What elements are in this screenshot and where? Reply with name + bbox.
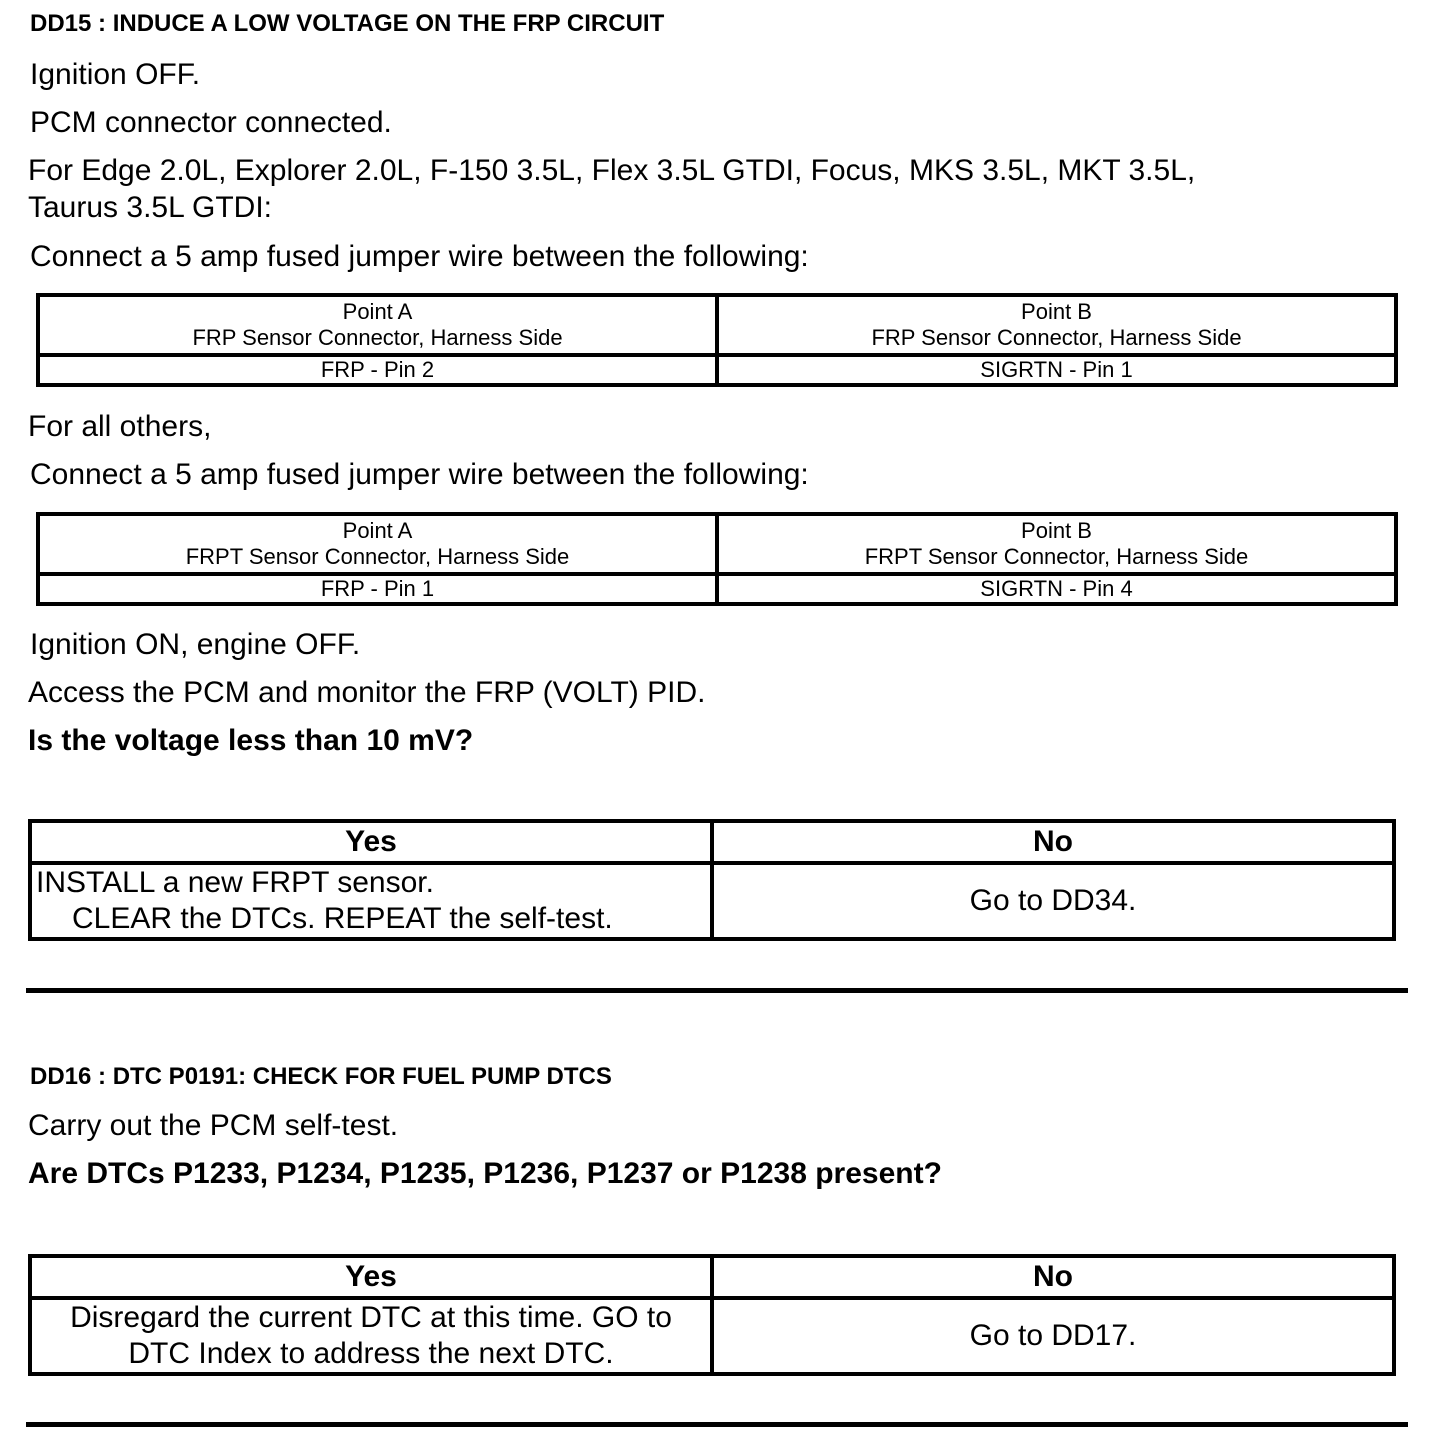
no-header: No bbox=[712, 1256, 1394, 1298]
section-divider bbox=[26, 988, 1408, 993]
dd15-for-all-others: For all others, bbox=[28, 410, 212, 443]
section-divider bbox=[26, 1422, 1408, 1427]
point-a-subtitle: FRPT Sensor Connector, Harness Side bbox=[185, 544, 570, 569]
dd15-result-table bbox=[28, 819, 1396, 941]
dd15-jumper-table-2 bbox=[36, 512, 1398, 606]
point-a-title: Point A bbox=[342, 518, 413, 543]
dd16-step-self-test: Carry out the PCM self-test. bbox=[28, 1109, 399, 1142]
point-b-value: SIGRTN - Pin 4 bbox=[717, 574, 1396, 604]
dd15-connect-instruction-1: Connect a 5 amp fused jumper wire between the following: bbox=[30, 240, 809, 273]
dd15-step-monitor-pid: Access the PCM and monitor the FRP (VOLT) PID. bbox=[28, 676, 706, 709]
point-a-header bbox=[38, 295, 717, 355]
yes-action-line1: Disregard the current DTC at this time. GO to bbox=[70, 1301, 672, 1334]
dd16-question: Are DTCs P1233, P1234, P1235, P1236, P1237 or P1238 present? bbox=[28, 1157, 942, 1190]
dd15-jumper-table-1 bbox=[36, 293, 1398, 387]
point-b-header bbox=[717, 295, 1396, 355]
dd15-question: Is the voltage less than 10 mV? bbox=[28, 724, 474, 757]
no-action: Go to DD17. bbox=[712, 1298, 1394, 1374]
dd15-heading: DD15 : INDUCE A LOW VOLTAGE ON THE FRP CIRCUIT bbox=[30, 10, 665, 37]
point-a-value: FRP - Pin 1 bbox=[38, 574, 717, 604]
dd15-vehicle-list-line1: For Edge 2.0L, Explorer 2.0L, F-150 3.5L, Flex 3.5L GTDI, Focus, MKS 3.5L, MKT 3.5L, bbox=[28, 154, 1196, 187]
dd15-step-ignition-off: Ignition OFF. bbox=[30, 58, 201, 91]
point-b-subtitle: FRPT Sensor Connector, Harness Side bbox=[864, 544, 1249, 569]
dd15-step-pcm-connected: PCM connector connected. bbox=[30, 106, 392, 139]
point-b-subtitle: FRP Sensor Connector, Harness Side bbox=[871, 325, 1242, 350]
yes-action bbox=[30, 1298, 712, 1374]
point-b-title: Point B bbox=[1021, 299, 1092, 324]
no-header: No bbox=[712, 821, 1394, 863]
dd16-result-table bbox=[28, 1254, 1396, 1376]
no-action: Go to DD34. bbox=[712, 863, 1394, 939]
point-b-value: SIGRTN - Pin 1 bbox=[717, 355, 1396, 385]
yes-action-line2: CLEAR the DTCs. REPEAT the self-test. bbox=[72, 902, 613, 935]
yes-header: Yes bbox=[30, 821, 712, 863]
dd15-connect-instruction-2: Connect a 5 amp fused jumper wire between the following: bbox=[30, 458, 809, 491]
dd16-heading: DD16 : DTC P0191: CHECK FOR FUEL PUMP DTCS bbox=[30, 1063, 612, 1090]
point-a-value: FRP - Pin 2 bbox=[38, 355, 717, 385]
point-b-title: Point B bbox=[1021, 518, 1092, 543]
point-b-header bbox=[717, 514, 1396, 574]
dd15-vehicle-list-line2: Taurus 3.5L GTDI: bbox=[28, 191, 272, 224]
point-a-header bbox=[38, 514, 717, 574]
yes-action-line2: DTC Index to address the next DTC. bbox=[128, 1337, 614, 1370]
yes-action-line1: INSTALL a new FRPT sensor. bbox=[36, 866, 434, 899]
yes-header: Yes bbox=[30, 1256, 712, 1298]
dd15-step-ignition-on: Ignition ON, engine OFF. bbox=[30, 628, 361, 661]
point-a-title: Point A bbox=[342, 299, 413, 324]
point-a-subtitle: FRP Sensor Connector, Harness Side bbox=[192, 325, 563, 350]
yes-action bbox=[30, 863, 712, 939]
